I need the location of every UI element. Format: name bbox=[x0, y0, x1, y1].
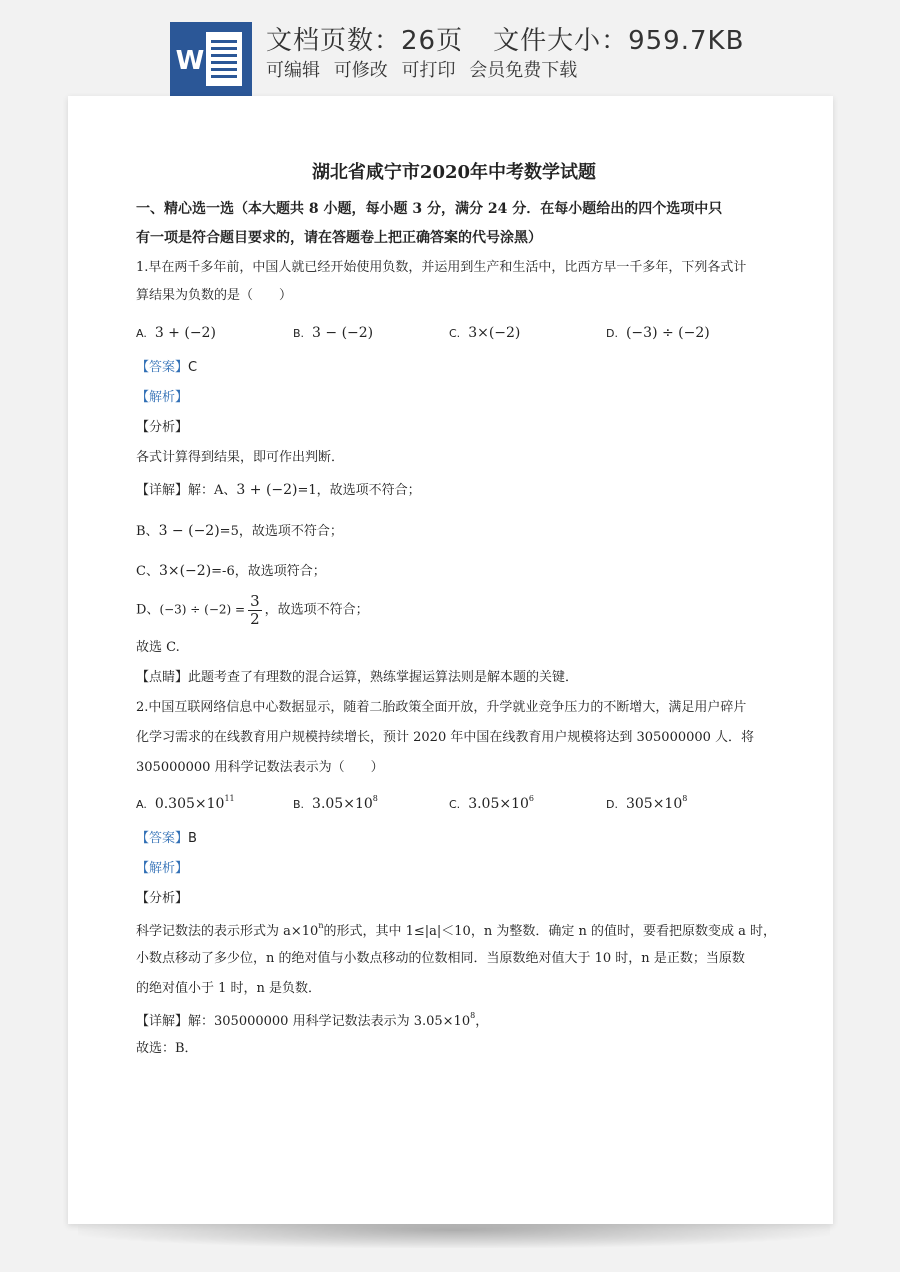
q2-stem-line2: 化学习需求的在线教育用户规模持续增长，预计 2020 年中国在线教育用户规模将达到 305000000 人．将 bbox=[136, 730, 755, 745]
q1-detail-a: 【详解】解：A、3 + (−2)=1，故选项不符合； bbox=[136, 482, 421, 498]
q1-fenxi-tag: 【分析】 bbox=[136, 420, 189, 435]
document-page bbox=[68, 96, 833, 1224]
q1-stem-line1: 1.早在两千多年前，中国人就已经开始使用负数，并运用到生产和生活中，比西方早一千多年，下列各式计 bbox=[136, 260, 747, 275]
word-document-icon bbox=[170, 22, 252, 96]
q2-fenxi-line2: 小数点移动了多少位，n 的绝对值与小数点移动的位数相同．当原数绝对值大于 10 时，n 是正数；当原数 bbox=[136, 951, 745, 966]
section-heading-line2: 有一项是符合题目要求的，请在答题卷上把正确答案的代号涂黑） bbox=[136, 230, 542, 246]
feature-editable: 可编辑 bbox=[266, 60, 320, 81]
file-size: 文件大小：959.7KB bbox=[493, 26, 745, 56]
q2-detail: 【详解】解：305000000 用科学记数法表示为 $3.05\times 10^8$， bbox=[136, 1011, 489, 1029]
q2-answer: 【答案】B bbox=[136, 831, 197, 846]
q2-option-b: B. $3.05\times 10^8$ bbox=[293, 794, 378, 812]
feature-list bbox=[266, 56, 585, 82]
q1-detail-c: C、3×(−2)=-6，故选项符合； bbox=[136, 563, 326, 579]
q2-option-d: D. $305\times 10^8$ bbox=[606, 794, 688, 812]
svg-text:W: W bbox=[175, 46, 205, 76]
q1-detail-b: B、3 − (−2)=5，故选项不符合； bbox=[136, 523, 343, 539]
page-count: 文档页数：26页 bbox=[266, 26, 464, 56]
q1-stem-line2: 算结果为负数的是（ ） bbox=[136, 288, 293, 303]
q1-option-a: A. 3 + (−2) bbox=[136, 325, 216, 341]
q2-fenxi-line1: 科学记数法的表示形式为 $a\times 10^n$的形式，其中 1≤|a|＜10，n 为整数．确定 n 的值时，要看把原数变成 a 时， bbox=[136, 921, 776, 939]
q1-detail-d: D、(−3) ÷ (−2) = $\frac{3}{2}$ ，故选项不符合； bbox=[136, 592, 369, 628]
q2-stem-line1: 2.中国互联网络信息中心数据显示，随着二胎政策全面开放，升学就业竞争压力的不断增大，满足用户碎片 bbox=[136, 700, 747, 715]
q1-fenxi-text: 各式计算得到结果，即可作出判断． bbox=[136, 450, 345, 465]
q1-option-b: B. 3 − (−2) bbox=[293, 325, 374, 341]
q2-jiexi-tag: 【解析】 bbox=[136, 861, 189, 876]
q1-jiexi-tag: 【解析】 bbox=[136, 390, 189, 405]
download-banner bbox=[0, 0, 900, 96]
q1-option-c: C. 3×(−2) bbox=[449, 325, 521, 341]
feature-member-download: 会员免费下载 bbox=[469, 60, 578, 81]
document-stats bbox=[266, 20, 744, 57]
q2-option-c: C. $3.05\times 10^6$ bbox=[449, 794, 534, 812]
q2-fenxi-tag: 【分析】 bbox=[136, 891, 189, 906]
section-heading-line1: 一、精心选一选（本大题共 8 小题，每小题 3 分，满分 24 分．在每小题给出的四个选项中只 bbox=[136, 201, 723, 217]
q2-fenxi-line3: 的绝对值小于 1 时，n 是负数． bbox=[136, 981, 322, 996]
q1-conclusion: 故选 C. bbox=[136, 640, 180, 655]
feature-modifiable: 可修改 bbox=[333, 60, 388, 81]
q2-conclusion: 故选：B． bbox=[136, 1041, 198, 1056]
q2-option-a: A. $0.305\times 10^{11}$ bbox=[136, 794, 235, 812]
q1-option-d: D. (−3) ÷ (−2) bbox=[606, 325, 710, 341]
fraction-three-halves: $\frac{3}{2}$ bbox=[250, 592, 260, 628]
q1-dianjing: 【点睛】此题考查了有理数的混合运算，熟练掌握运算法则是解本题的关键． bbox=[136, 670, 579, 685]
feature-printable: 可打印 bbox=[401, 60, 456, 81]
q1-answer: 【答案】C bbox=[136, 360, 198, 375]
q2-stem-line3: 305000000 用科学记数法表示为（ ） bbox=[136, 760, 384, 775]
exam-title: 湖北省咸宁市2020年中考数学试题 bbox=[311, 162, 597, 183]
